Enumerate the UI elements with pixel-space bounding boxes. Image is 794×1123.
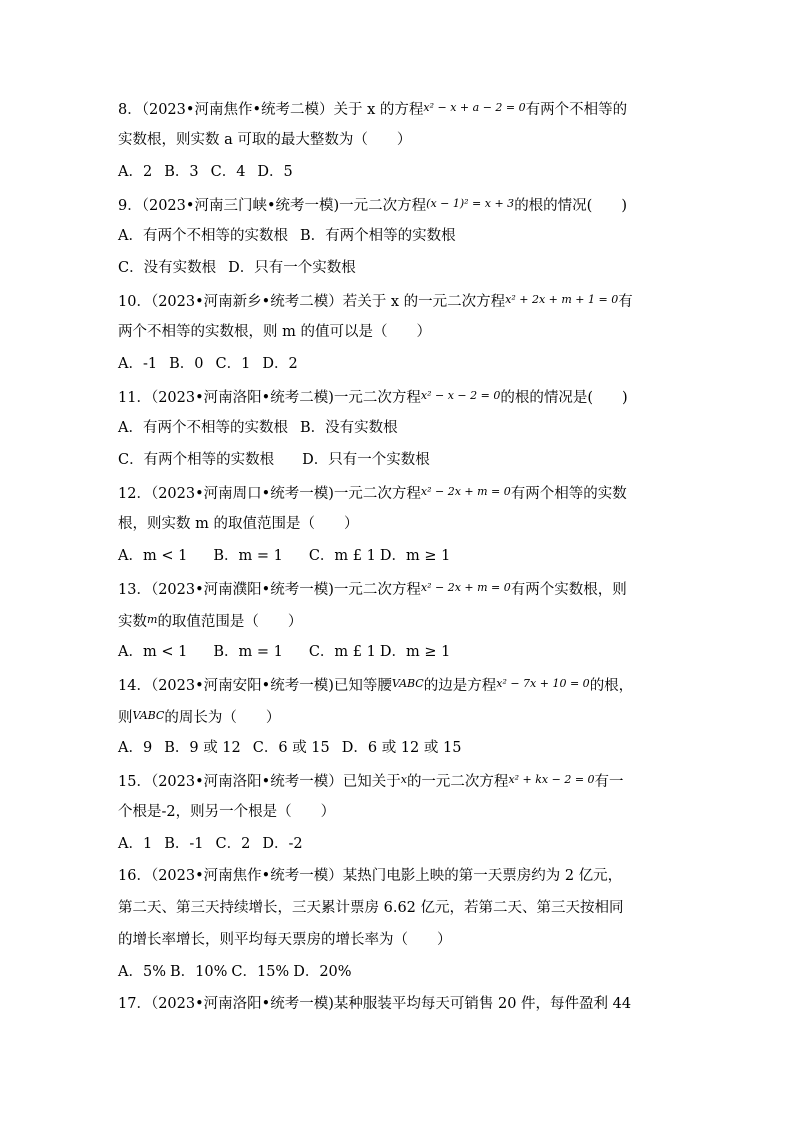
question-source: （2023•河南周口•统考一模)	[150, 486, 334, 502]
question-text: 有一	[594, 774, 624, 790]
question-8-line-2: 实数根，则实数 a 可取的最大整数为（ ）	[118, 132, 412, 148]
question-number: 16．	[118, 868, 151, 884]
option-d: D．m ≥ 1	[379, 644, 451, 660]
question-text: 已知等腰	[333, 678, 392, 694]
question-source: （2023•河南洛阳•统考一模)	[150, 996, 334, 1012]
question-13-line-1	[118, 572, 678, 604]
equation: x² − x + a − 2 = 0	[423, 101, 526, 114]
question-number: 14．	[118, 678, 151, 694]
question-text: 的根的情况( )	[514, 198, 628, 214]
option-c: C．m £ 1	[308, 644, 376, 660]
question-number: 9．	[118, 198, 142, 214]
question-source: （2023•河南新乡•统考二模）	[150, 294, 343, 310]
question-15-line-2: 个根是-2，则另一个根是（ ）	[118, 804, 336, 820]
question-13-line-2	[118, 604, 678, 636]
option-c: C．没有实数根	[118, 260, 217, 276]
option-d: D．20%	[293, 964, 352, 980]
question-8-line-1	[118, 92, 678, 124]
option-d: D．5	[257, 164, 293, 180]
question-11-options-cd	[118, 444, 678, 476]
equation: x² + 2x + m + 1 = 0	[505, 293, 619, 306]
equation: x² − 2x + m = 0	[420, 581, 511, 594]
question-number: 13．	[118, 582, 151, 598]
option-b: B．3	[164, 164, 199, 180]
option-b: B．10%	[169, 964, 228, 980]
option-d: D．6 或 12 或 15	[341, 740, 462, 756]
option-b: B．有两个相等的实数根	[299, 228, 456, 244]
option-b: B．9 或 12	[164, 740, 241, 756]
question-number: 10．	[118, 294, 151, 310]
question-15-line-1	[118, 764, 678, 796]
question-number: 8．	[118, 102, 142, 118]
option-b: B．m = 1	[213, 644, 283, 660]
question-source: （2023•河南濮阳•统考一模)	[150, 582, 334, 598]
question-11-line-1	[118, 380, 678, 412]
question-text: 则	[118, 710, 133, 726]
question-number: 11．	[118, 390, 151, 406]
question-source: （2023•河南焦作•统考一模）	[150, 868, 343, 884]
question-text: 某热门电影上映的第一天票房约为 2 亿元，	[342, 868, 623, 884]
question-14-line-2	[118, 700, 678, 732]
option-d: D．2	[262, 356, 298, 372]
question-text: 有两个实数根，则	[510, 582, 627, 598]
question-10-line-2: 两个不相等的实数根，则 m 的值可以是（ ）	[118, 324, 431, 340]
question-11-options-ab	[118, 412, 678, 444]
question-text: 有两个不相等的	[525, 102, 628, 118]
question-8-options	[118, 156, 678, 188]
question-16-line-1	[118, 860, 678, 892]
question-12-options	[118, 540, 678, 572]
variable: m	[147, 613, 158, 626]
question-9-line-1	[118, 188, 678, 220]
question-text: 一元二次方程	[333, 486, 421, 502]
question-17-line-1	[118, 988, 678, 1020]
question-14-options	[118, 732, 678, 764]
option-a: A．2	[118, 164, 153, 180]
option-c: C．1	[215, 356, 251, 372]
equation: x² + kx − 2 = 0	[508, 773, 595, 786]
question-text: 实数	[118, 614, 147, 630]
question-16-line-3: 的增长率增长，则平均每天票房的增长率为（ ）	[118, 932, 452, 948]
triangle-symbol: VABC	[132, 709, 165, 722]
option-c: C．6 或 15	[252, 740, 330, 756]
option-d: D．只有一个实数根	[302, 452, 430, 468]
equation: x² − 2x + m = 0	[420, 485, 511, 498]
question-number: 17．	[118, 996, 151, 1012]
question-source: （2023•河南洛阳•统考二模)	[150, 390, 334, 406]
question-text: 一元二次方程	[339, 198, 427, 214]
question-source: （2023•河南安阳•统考一模)	[150, 678, 334, 694]
question-text: 有	[618, 294, 633, 310]
question-16-line-2: 第二天、第三天持续增长，三天累计票房 6.62 亿元，若第二天、第三天按相同	[118, 900, 624, 916]
question-text: 一元二次方程	[333, 390, 421, 406]
question-14-line-1	[118, 668, 678, 700]
option-a: A．9	[118, 740, 153, 756]
equation: x² − x − 2 = 0	[420, 389, 501, 402]
question-10-options	[118, 348, 678, 380]
option-a: A．-1	[118, 356, 158, 372]
option-c: C．m £ 1	[308, 548, 376, 564]
question-text: 的周长为（ ）	[164, 710, 281, 726]
question-text: 关于 x 的方程	[333, 102, 424, 118]
option-a: A．m < 1	[118, 548, 188, 564]
question-text: 的一元二次方程	[406, 774, 509, 790]
question-text: 若关于 x 的一元二次方程	[342, 294, 506, 310]
option-b: B．-1	[164, 836, 204, 852]
triangle-symbol: VABC	[391, 677, 424, 690]
question-9-options-ab	[118, 220, 678, 252]
variable: x	[400, 773, 407, 786]
question-16-options	[118, 956, 678, 988]
option-c: C．15%	[231, 964, 290, 980]
option-c: C．2	[215, 836, 251, 852]
question-text: 有两个相等的实数	[510, 486, 627, 502]
option-a: A．m < 1	[118, 644, 188, 660]
question-text: 一元二次方程	[333, 582, 421, 598]
option-a: A．有两个不相等的实数根	[118, 228, 288, 244]
question-text: 的取值范围是（ ）	[157, 614, 303, 630]
question-list	[118, 92, 678, 1020]
question-15-options	[118, 828, 678, 860]
equation: (x − 1)² = x + 3	[426, 197, 515, 210]
option-c: C．有两个相等的实数根	[118, 452, 275, 468]
option-a: A．1	[118, 836, 153, 852]
question-number: 15．	[118, 774, 151, 790]
question-text: 的边是方程	[423, 678, 497, 694]
option-d: D．只有一个实数根	[228, 260, 356, 276]
question-text: 某种服装平均每天可销售 20 件，每件盈利 44	[333, 996, 632, 1012]
option-c: C．4	[210, 164, 246, 180]
option-d: D．m ≥ 1	[379, 548, 451, 564]
question-9-options-cd	[118, 252, 678, 284]
option-b: B．0	[169, 356, 204, 372]
option-d: D．-2	[262, 836, 303, 852]
question-12-line-2: 根，则实数 m 的取值范围是（ ）	[118, 516, 359, 532]
option-a: A．有两个不相等的实数根	[118, 420, 288, 436]
question-10-line-1	[118, 284, 678, 316]
question-12-line-1	[118, 476, 678, 508]
question-text: 的根的情况是( )	[500, 390, 628, 406]
equation: x² − 7x + 10 = 0	[496, 677, 590, 690]
question-number: 12．	[118, 486, 151, 502]
question-source: （2023•河南焦作•统考二模）	[141, 102, 334, 118]
option-b: B．没有实数根	[299, 420, 398, 436]
question-source: （2023•河南洛阳•统考一模）	[150, 774, 343, 790]
question-text: 已知关于	[342, 774, 401, 790]
option-a: A．5%	[118, 964, 166, 980]
option-b: B．m = 1	[213, 548, 283, 564]
question-text: 的根，	[589, 678, 634, 694]
question-13-options	[118, 636, 678, 668]
question-source: （2023•河南三门峡•统考一模)	[141, 198, 340, 214]
